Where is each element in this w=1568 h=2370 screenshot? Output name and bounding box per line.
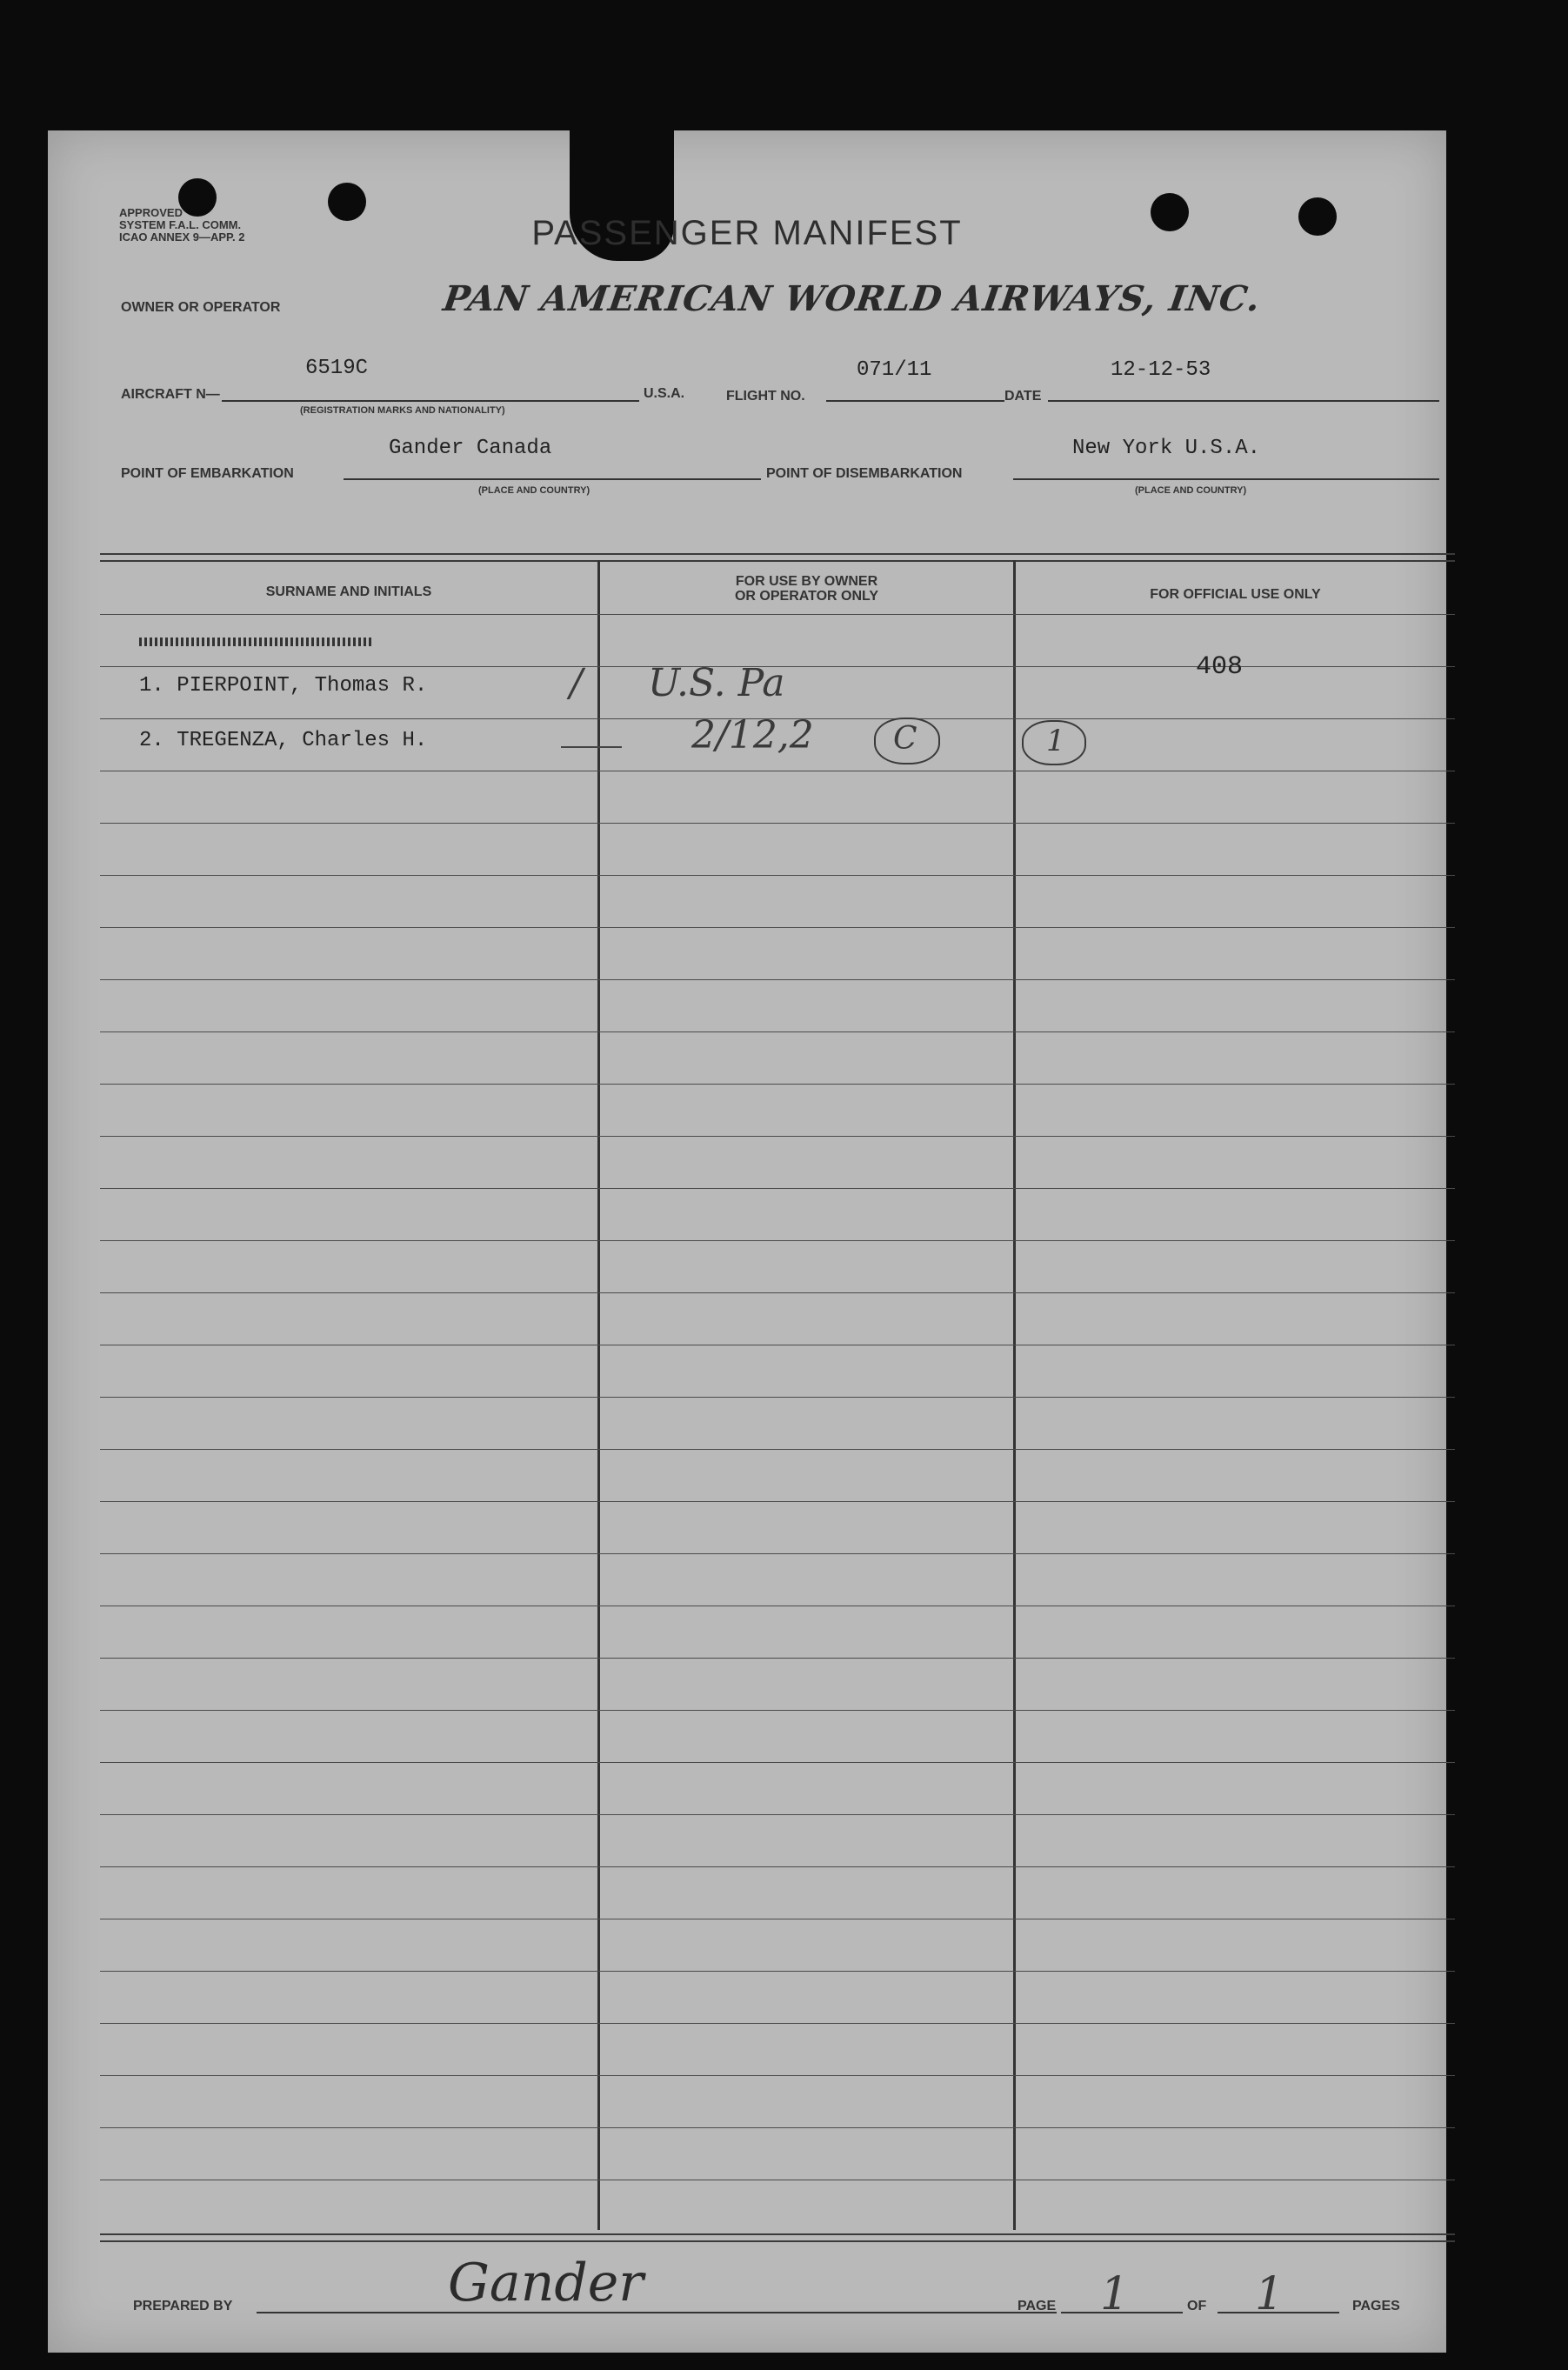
- date-label: DATE: [1004, 389, 1042, 404]
- table-row-line: [100, 1449, 1455, 1450]
- date-value: 12-12-53: [1111, 358, 1211, 382]
- page-value: 1: [1100, 2268, 1130, 2320]
- table-row-line: [100, 875, 1455, 876]
- pages-label: PAGES: [1352, 2299, 1400, 2313]
- column-header-official: [1016, 587, 1455, 602]
- aircraft-line: [222, 400, 639, 402]
- table-row-line: [100, 1292, 1455, 1293]
- table-row-line: [100, 1240, 1455, 1241]
- table-row-line: [100, 1553, 1455, 1554]
- pages-value: 1: [1255, 2268, 1284, 2320]
- handwritten-dash: [561, 746, 622, 748]
- table-row-line: [100, 1188, 1455, 1189]
- page-label: PAGE: [1018, 2299, 1057, 2313]
- flight-line: [826, 400, 1004, 402]
- table-row-line: [100, 1397, 1455, 1398]
- disembark-label: POINT OF DISEMBARKATION: [766, 466, 963, 481]
- flight-value: 071/11: [857, 358, 932, 382]
- circled-mark: [874, 718, 940, 764]
- column-header-owner-line: FOR USE BY OWNER: [735, 574, 878, 589]
- manifest-sheet: [48, 130, 1446, 2353]
- table-row-line: [100, 1710, 1455, 1711]
- table-row-line: [100, 823, 1455, 824]
- disembark-line: [1013, 478, 1439, 480]
- passenger-name: 2. TREGENZA, Charles H.: [139, 729, 428, 752]
- official-number: 408: [1196, 652, 1244, 682]
- column-header-owner-use: [600, 574, 1013, 604]
- table-row-line: [100, 1866, 1455, 1867]
- passenger-name: 1. PIERPOINT, Thomas R.: [139, 674, 428, 698]
- handwritten-check: /: [570, 661, 583, 705]
- table-row-line: [100, 979, 1455, 980]
- disembark-value: New York U.S.A.: [1072, 437, 1261, 460]
- circled-letter: C: [893, 721, 917, 757]
- company-name: PAN AMERICAN WORLD AIRWAYS, INC.: [440, 278, 1264, 319]
- date-line: [1048, 400, 1439, 402]
- column-header-surname: [100, 584, 597, 599]
- prepared-label: PREPARED BY: [133, 2299, 233, 2313]
- column-divider: [1013, 560, 1016, 2230]
- column-header-owner-line: OR OPERATOR ONLY: [734, 589, 879, 604]
- column-divider: [597, 560, 600, 2230]
- embark-line: [344, 478, 761, 480]
- table-row-line: [100, 2023, 1455, 2024]
- registration-note: (REGISTRATION MARKS AND NATIONALITY): [300, 405, 505, 416]
- table-row-line: [100, 2127, 1455, 2128]
- prepared-line: [257, 2312, 1057, 2313]
- owner-note: 2/12,2: [691, 713, 814, 758]
- table-row-line: [100, 2075, 1455, 2076]
- owner-note: U.S. Pa: [648, 661, 785, 705]
- table-bottom-rule: [100, 2240, 1455, 2242]
- embark-note: (PLACE AND COUNTRY): [478, 485, 591, 496]
- usa-label: U.S.A.: [644, 386, 685, 401]
- circled-mark: [1022, 720, 1086, 765]
- signature: Gander: [448, 2253, 644, 2313]
- table-row-line: [100, 1501, 1455, 1502]
- owner-label: OWNER OR OPERATOR: [121, 300, 281, 315]
- table-row-line: [100, 614, 1455, 615]
- approval-line: APPROVED: [119, 206, 183, 219]
- table-row-line: [100, 1814, 1455, 1815]
- page-title: PASSENGER MANIFEST: [531, 214, 963, 252]
- table-top-rule: [100, 560, 1455, 562]
- struck-text: [139, 638, 374, 646]
- table-row-line: [100, 1658, 1455, 1659]
- table-row-line: [100, 1971, 1455, 1972]
- aircraft-label: AIRCRAFT N—: [121, 387, 220, 402]
- approval-line: SYSTEM F.A.L. COMM.: [119, 218, 242, 231]
- aircraft-value: 6519C: [305, 357, 369, 380]
- embark-label: POINT OF EMBARKATION: [121, 466, 294, 481]
- of-label: OF: [1187, 2299, 1207, 2313]
- table-row-line: [100, 1084, 1455, 1085]
- table-bottom-rule: [100, 2233, 1455, 2235]
- table-row-line: [100, 1762, 1455, 1763]
- flight-label: FLIGHT NO.: [726, 389, 805, 404]
- approval-line: ICAO ANNEX 9—APP. 2: [119, 230, 245, 244]
- table-top-rule: [100, 553, 1455, 555]
- column-header-surname-text: SURNAME AND INITIALS: [265, 584, 432, 599]
- table-row-line: [100, 1136, 1455, 1137]
- embark-value: Gander Canada: [389, 437, 552, 460]
- circled-number: 1: [1046, 724, 1065, 758]
- column-header-official-text: FOR OFFICIAL USE ONLY: [1150, 587, 1321, 602]
- disembark-note: (PLACE AND COUNTRY): [1135, 485, 1247, 496]
- table-row-line: [100, 1031, 1455, 1032]
- table-row-line: [100, 927, 1455, 928]
